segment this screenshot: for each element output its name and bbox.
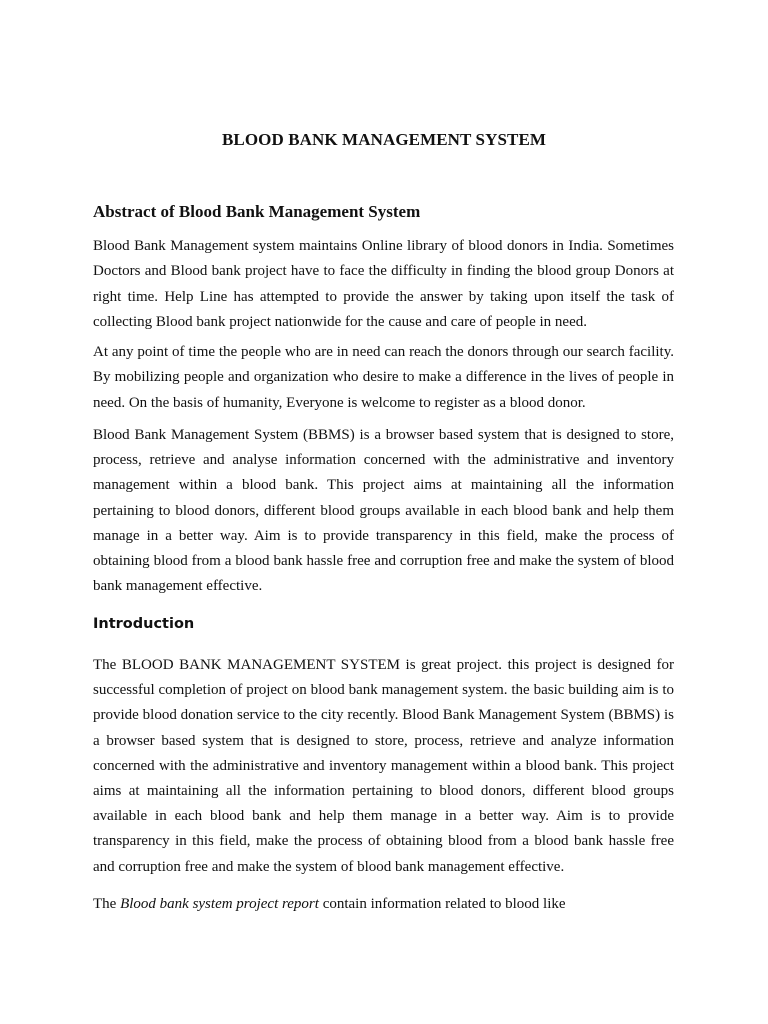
abstract-heading: Abstract of Blood Bank Management System: [93, 202, 421, 221]
abstract-paragraph-1: Blood Bank Management system maintains Online library of blood donors in India. Sometimes Doctors and Blood bank project have to face the difficulty in finding the blood group Donors at right time. Help Line has attempted to provide the answer by taking upon itself the task of collecting Blood bank project nationwide for the cause and care of people in need.: [93, 238, 674, 330]
report-line-italic: Blood bank system project report: [120, 896, 319, 912]
report-line-prefix: The: [93, 896, 121, 912]
abstract-paragraph-3: Blood Bank Management System (BBMS) is a browser based system that is designed to store, process, retrieve and analyse information concerned with the administrative and inventory management within a blood bank. This project aims at maintaining all the information pertaining to blood donors, different blood groups available in each blood bank and help them manage in a better way. Aim is to provide transparency in this field, make the process of obtaining blood from a blood bank hassle free and corruption free and make the system of blood bank management effective.: [93, 427, 674, 595]
report-line-suffix: contain information related to blood like: [318, 896, 566, 912]
introduction-heading: Introduction: [93, 616, 195, 632]
abstract-paragraph-2: At any point of time the people who are in need can reach the donors through our search facility. By mobilizing people and organization who desire to make a difference in the lives of people in need. On the basis of humanity, Everyone is welcome to register as a blood donor.: [93, 344, 674, 411]
introduction-paragraph: The BLOOD BANK MANAGEMENT SYSTEM is great project. this project is designed for successful completion of project on blood bank management system. the basic building aim is to provide blood donation service to the city recently. Blood Bank Management System (BBMS) is a browser based system that is designed to store, process, retrieve and analyze information concerned with the administrative and inventory management within a blood bank. This project aims at maintaining all the information pertaining to blood donors, different blood groups available in each blood bank and help them manage in a better way. Aim is to provide transparency in this field, make the process of obtaining blood from a blood bank hassle free and corruption free and make the system of blood bank management effective.: [93, 657, 674, 875]
document-title: BLOOD BANK MANAGEMENT SYSTEM: [221, 130, 547, 149]
report-contents-line: [93, 892, 674, 917]
